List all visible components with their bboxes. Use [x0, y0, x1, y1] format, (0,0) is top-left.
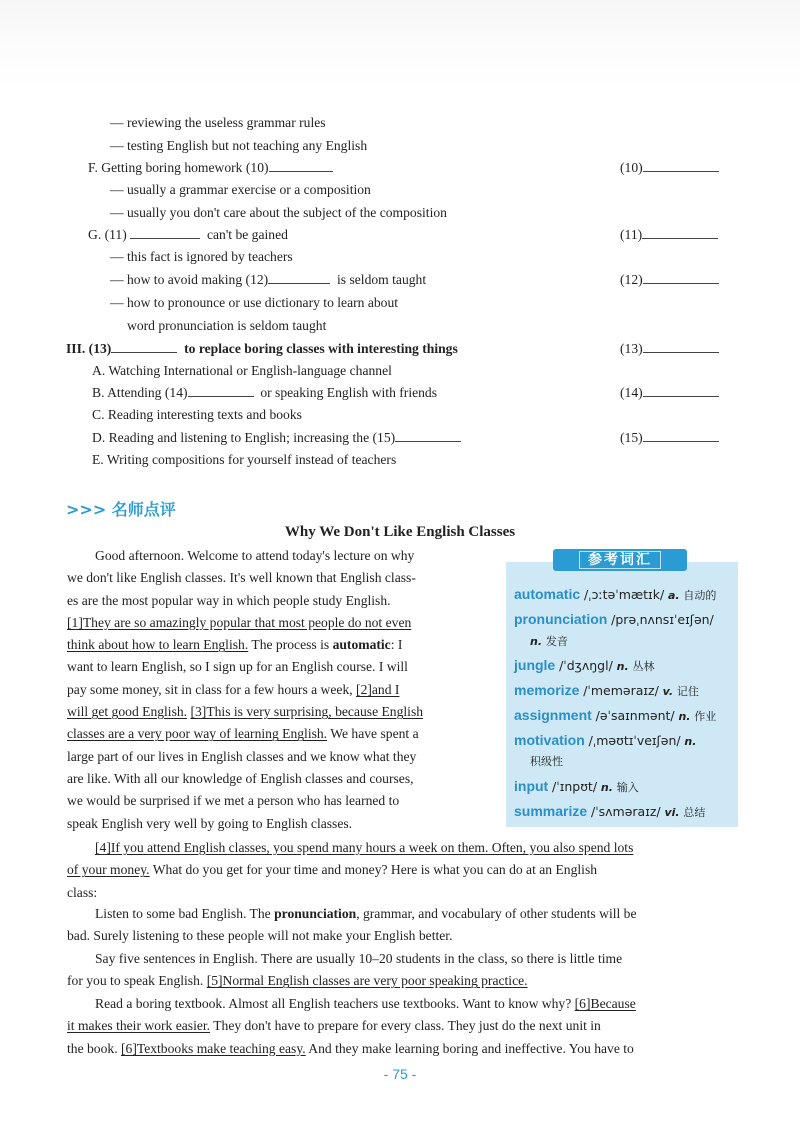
vocab-meaning: 丛林	[632, 660, 655, 673]
paragraph-1	[67, 545, 492, 835]
answer-blank	[269, 159, 333, 172]
outline-text: D. Reading and listening to English; increasing the (15)	[92, 430, 396, 445]
text-line: large part of our lives in English classes and we know what they	[67, 748, 417, 764]
text-line: speak English very well by going to English classes.	[67, 815, 353, 831]
text-span: the book.	[67, 1040, 121, 1056]
vocab-item-assignment	[514, 706, 716, 726]
vocab-word: automatic	[514, 586, 581, 602]
highlight-sentence-2-end: will get good English.	[67, 704, 188, 720]
text-span: pay some money, sit in class for a few hours a week,	[67, 681, 357, 697]
vocab-meaning: 自动的	[683, 589, 717, 602]
answer-blank	[395, 429, 461, 442]
answer-blank	[130, 226, 200, 239]
vocab-meaning: 记住	[676, 685, 699, 698]
answer-line	[643, 384, 719, 397]
highlight-sentence-2: [2]and I	[356, 681, 400, 697]
highlight-sentence-4: [4]If you attend English classes, you spend many hours a week on them. Often, you also spend lots	[95, 840, 634, 855]
outline-line: — testing English but not teaching any English	[110, 138, 368, 153]
text-span: , grammar, and vocabulary of other students will be	[356, 906, 637, 921]
text-span: The process is	[248, 637, 333, 653]
text-span: We have spent a	[327, 726, 419, 742]
answer-number: (14)	[620, 385, 643, 400]
vocab-pos: vi.	[664, 806, 680, 819]
vocab-pos: n.	[616, 660, 629, 673]
vocab-meaning: 积级性	[530, 755, 563, 768]
vocab-meaning: 输入	[616, 781, 639, 794]
outline-line-g	[88, 226, 288, 244]
answer-slot-13	[620, 340, 719, 358]
vocab-pos: n.	[530, 635, 543, 648]
text-line: want to learn English, so I sign up for an English course. I will	[67, 659, 408, 675]
vocab-item-memorize	[514, 681, 699, 701]
keyword-automatic: automatic	[332, 637, 391, 653]
vocab-item-jungle	[514, 656, 654, 676]
text-line	[67, 859, 730, 881]
text-span: What do you get for your time and money? Here is what you can do at an English	[149, 862, 598, 878]
vocab-pos: a.	[667, 589, 680, 602]
vocab-phonetic: /ˌməʊtɪˈveɪʃən/	[588, 733, 681, 748]
vocab-meaning: 发音	[545, 635, 568, 648]
highlight-sentence-6: [6]Because	[574, 996, 636, 1011]
answer-line	[642, 226, 718, 239]
answer-number: (13)	[620, 341, 643, 356]
outline-line: — usually you don't care about the subject of the composition	[110, 205, 447, 220]
answer-slot-14	[620, 384, 719, 402]
vocab-phonetic: /ˌɔːtəˈmætɪk/	[583, 587, 665, 602]
outline-line: — usually a grammar exercise or a composition	[110, 182, 371, 197]
outline-text: to replace boring classes with interesting things	[184, 341, 458, 356]
vocab-word: memorize	[514, 682, 580, 698]
answer-slot-11	[620, 226, 718, 244]
text-span: Read a boring textbook. Almost all English teachers use textbooks. Want to know why?	[95, 996, 575, 1011]
outline-text: B. Attending (14)	[92, 385, 188, 400]
keyword-pronunciation: pronunciation	[274, 906, 357, 921]
highlight-sentence-6-end: it makes their work easier.	[67, 1018, 211, 1034]
vocab-phonetic: /ˈdʒʌŋgl/	[559, 658, 613, 673]
vocab-pos: n.	[684, 735, 697, 748]
outline-line: C. Reading interesting texts and books	[92, 407, 302, 422]
answer-slot-12	[620, 271, 719, 289]
text-line	[67, 679, 492, 701]
answer-line	[643, 340, 719, 353]
outline-text: can't be gained	[206, 227, 288, 242]
outline-text: is seldom taught	[337, 272, 427, 287]
highlight-sentence-6b: [6]Textbooks make teaching easy.	[121, 1040, 306, 1056]
text-line: we would be surprised if we met a person who has learned to	[67, 793, 400, 809]
vocab-meaning: 总结	[683, 806, 706, 819]
vocab-pos: n.	[678, 710, 691, 723]
text-line: are like. With all our knowledge of English classes and courses,	[67, 770, 414, 786]
text-line	[67, 723, 492, 745]
answer-number: (12)	[620, 272, 643, 287]
text-line	[67, 993, 730, 1015]
highlight-sentence-5: [5]Normal English classes are very poor speaking practice.	[206, 973, 528, 989]
vocab-pos: n.	[600, 781, 613, 794]
text-line	[67, 1015, 730, 1037]
vocabulary-title-text: 参考词汇	[579, 551, 661, 569]
outline-line	[92, 384, 437, 402]
vocab-word: motivation	[514, 732, 585, 748]
vocab-meaning: 作业	[694, 710, 717, 723]
vocab-item-motivation-meaning	[530, 752, 563, 771]
text-span: And they make learning boring and ineffective. You have to	[305, 1040, 634, 1056]
paragraph-4	[67, 948, 730, 993]
page-number: - 75 -	[383, 1066, 417, 1082]
vocab-item-automatic	[514, 585, 716, 605]
answer-blank	[111, 340, 177, 353]
highlight-sentence-1: [1]They are so amazingly popular that most people do not even	[67, 614, 412, 630]
vocab-word: assignment	[514, 707, 592, 723]
text-line	[67, 634, 492, 656]
outline-line: — this fact is ignored by teachers	[110, 249, 293, 264]
text-line	[67, 837, 730, 859]
text-span: Listen to some bad English. The	[95, 906, 275, 921]
vocab-phonetic: /ˈmeməraɪz/	[583, 683, 659, 698]
outline-line: — reviewing the useless grammar rules	[110, 115, 326, 130]
text-span: : I	[390, 637, 403, 653]
text-span: for you to speak English.	[67, 973, 207, 989]
outline-line: — how to pronounce or use dictionary to learn about	[110, 295, 399, 310]
vocab-item-summarize	[514, 802, 705, 822]
outline-text: III. (13)	[66, 341, 112, 356]
highlight-sentence-4-end: of your money.	[67, 862, 150, 878]
vocab-item-input	[514, 777, 639, 797]
vocab-word: jungle	[514, 657, 556, 673]
text-line	[67, 970, 730, 992]
text-line: Good afternoon. Welcome to attend today's lecture on why	[95, 548, 415, 563]
vocab-pos: v.	[662, 685, 674, 698]
answer-number: (15)	[620, 430, 643, 445]
highlight-sentence-3: [3]This is very surprising, because English	[190, 704, 424, 720]
outline-line-iii	[66, 340, 458, 358]
outline-text: — how to avoid making (12)	[110, 272, 269, 287]
vocab-item-pronunciation	[514, 610, 714, 629]
text-line: bad. Surely listening to these people will not make your English better.	[67, 928, 453, 944]
text-line: we don't like English classes. It's well known that English class-	[67, 570, 416, 586]
vocab-phonetic: /ˈɪnpʊt/	[552, 779, 598, 794]
answer-blank	[188, 384, 254, 397]
outline-line: A. Watching International or English-language channel	[92, 363, 392, 378]
answer-line	[643, 159, 719, 172]
text-line	[67, 701, 492, 723]
outline-line: E. Writing compositions for yourself instead of teachers	[92, 452, 397, 467]
outline-text: F. Getting boring homework (10)	[88, 160, 269, 175]
vocab-phonetic: /prəˌnʌnsɪˈeɪʃən/	[611, 612, 714, 627]
answer-line	[643, 271, 719, 284]
outline-line: word pronunciation is seldom taught	[127, 318, 327, 333]
outline-line-f	[88, 159, 333, 177]
paragraph-3	[67, 903, 730, 948]
vocab-phonetic: /ˈsʌməraɪz/	[590, 804, 661, 819]
answer-slot-15	[620, 429, 719, 447]
section-heading: >>> 名师点评	[66, 500, 176, 519]
paragraph-2	[67, 837, 730, 904]
answer-number: (11)	[620, 227, 643, 242]
answer-number: (10)	[620, 160, 643, 175]
vocab-word: pronunciation	[514, 611, 608, 627]
text-span: They don't have to prepare for every class. They just do the next unit in	[210, 1018, 601, 1034]
highlight-sentence-3-end: classes are a very poor way of learning English.	[67, 726, 328, 742]
highlight-sentence-1-end: think about how to learn English.	[67, 637, 249, 653]
vocab-phonetic: /əˈsaɪnmənt/	[595, 708, 675, 723]
vocab-item-pronunciation-meaning	[530, 632, 568, 651]
answer-slot-10	[620, 159, 719, 177]
text-line	[67, 1038, 730, 1060]
answer-line	[643, 429, 719, 442]
text-line: class:	[67, 884, 98, 900]
article-title: Why We Don't Like English Classes	[284, 524, 516, 540]
vocabulary-title	[553, 549, 687, 571]
vocab-word: summarize	[514, 803, 588, 819]
vocab-item-motivation	[514, 731, 696, 751]
answer-blank	[268, 271, 330, 284]
text-line: Say five sentences in English. There are usually 10–20 students in the class, so there is little time	[95, 951, 623, 966]
vocab-word: input	[514, 778, 549, 794]
outline-text: G. (11)	[88, 227, 127, 242]
outline-line	[92, 429, 461, 447]
paragraph-5	[67, 993, 730, 1060]
outline-line	[110, 271, 426, 289]
text-line: es are the most popular way in which people study English.	[67, 592, 391, 608]
outline-text: or speaking English with friends	[260, 385, 438, 400]
text-line	[67, 903, 730, 925]
